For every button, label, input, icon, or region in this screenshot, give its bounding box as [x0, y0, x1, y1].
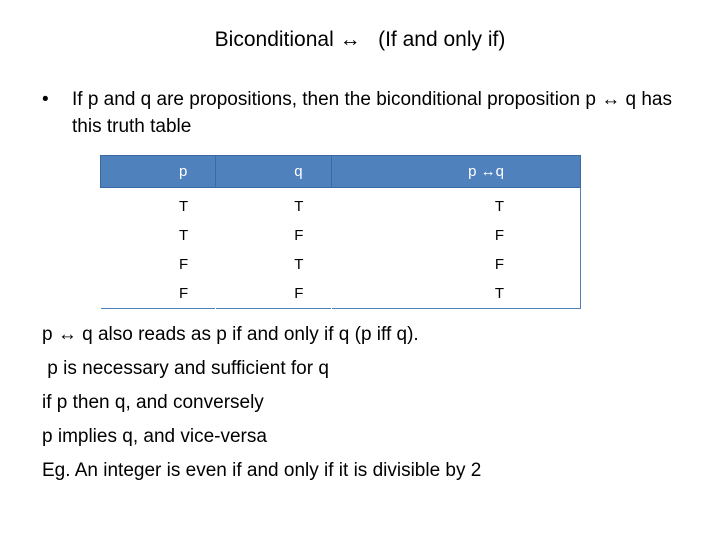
notes-block	[42, 318, 702, 488]
table-cell: T	[216, 188, 331, 222]
table-cell: F	[101, 250, 216, 279]
header-cell-q: q	[216, 156, 331, 188]
note-line: p implies q, and vice-versa	[42, 426, 267, 447]
table-row	[101, 188, 581, 222]
table-cell: F	[216, 279, 331, 309]
note-line: p is necessary and sufficient for q	[42, 358, 329, 379]
slide-title: Biconditional ↔ (If and only if)	[214, 28, 506, 51]
note-line: p ↔ q also reads as p if and only if q (p iff q).	[42, 324, 419, 345]
header-cell-p: p	[101, 156, 216, 188]
table-row	[101, 221, 581, 250]
note-line: if p then q, and conversely	[42, 392, 264, 413]
table-cell: F	[331, 250, 581, 279]
table-cell: F	[216, 221, 331, 250]
table-cell: F	[101, 279, 216, 309]
header-cell-p-iff-q: p ↔q	[331, 156, 581, 188]
note-line: Eg. An integer is even if and only if it is divisible by 2	[42, 460, 482, 481]
table-row	[101, 250, 581, 279]
table-header-row	[101, 156, 581, 188]
table-cell: T	[101, 188, 216, 222]
bullet-marker: •	[42, 89, 49, 110]
truth-table	[100, 155, 581, 309]
table-cell: T	[331, 279, 581, 309]
bullet-point	[42, 86, 692, 140]
bullet-text: If p and q are propositions, then the biconditional proposition p ↔ q has this truth table	[72, 89, 672, 137]
table-cell: F	[331, 221, 581, 250]
table-cell: T	[101, 221, 216, 250]
table-row	[101, 279, 581, 309]
table-cell: T	[331, 188, 581, 222]
table-cell: T	[216, 250, 331, 279]
